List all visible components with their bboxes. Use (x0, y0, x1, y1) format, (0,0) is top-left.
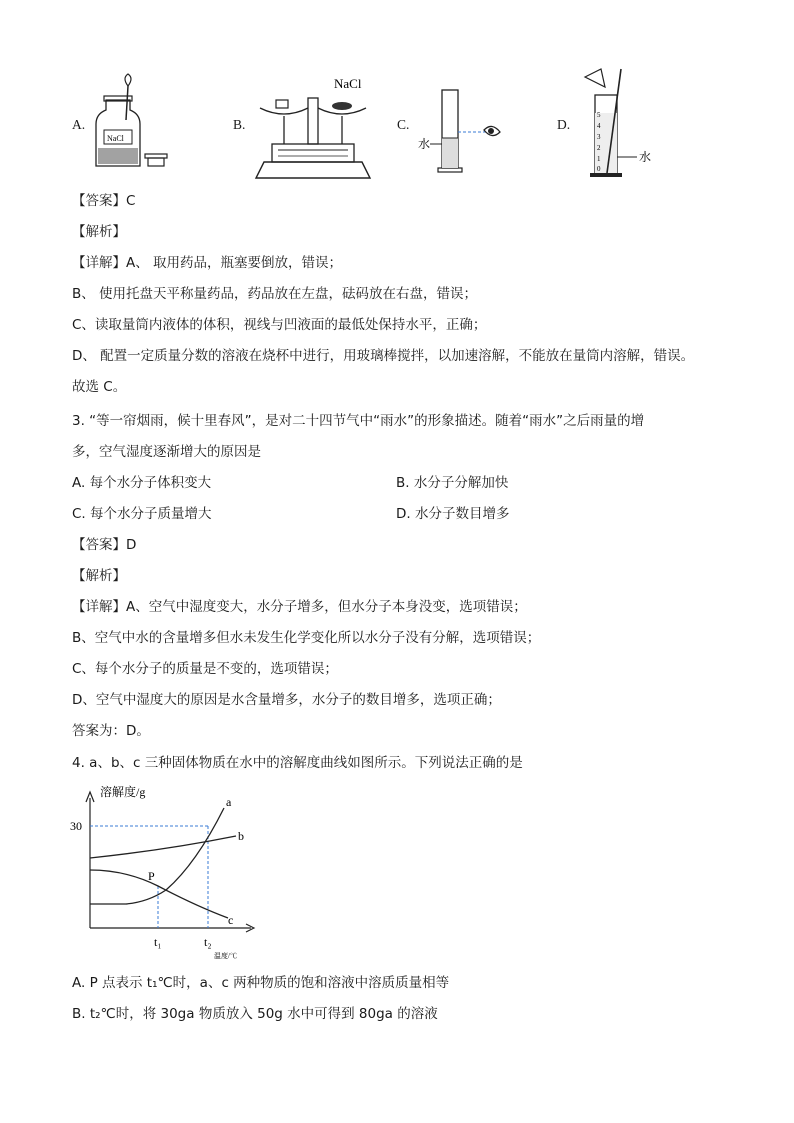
q3-analysis-heading: 【解析】 (72, 568, 126, 584)
q2-analysis-heading: 【解析】 (72, 224, 126, 240)
q2-detail-d: D、 配置一定质量分数的溶液在烧杯中进行，用玻璃棒搅拌，以加速溶解，不能放在量筒内溶解，错误。 (72, 348, 695, 364)
cylinder-water-label: 水 (418, 137, 431, 151)
q3-detail-b: B、空气中水的含量增多但水未发生化学变化所以水分子没有分解，选项错误； (72, 630, 541, 646)
spoon-head (125, 74, 131, 86)
bottle-stopper (148, 158, 164, 166)
balance-nacl-text: NaCl (334, 76, 362, 91)
q3-stem-line2: 多，空气湿度逐渐增大的原因是 (72, 444, 261, 460)
scale-2: 2 (597, 144, 601, 152)
q3-option-a: A. 每个水分子体积变大 (72, 475, 212, 491)
y-tick-30: 30 (70, 819, 82, 833)
figure-label-c: C. (397, 117, 410, 132)
weight (276, 100, 288, 108)
scale-3: 3 (597, 133, 601, 141)
salt-pile (332, 102, 352, 110)
figure-label-d: D. (557, 117, 571, 132)
solubility-chart (66, 778, 266, 968)
q4-option-b: B. t₂℃时，将 30ga 物质放入 50g 水中可得到 80ga 的溶液 (72, 1006, 438, 1022)
figures-row (0, 60, 794, 185)
scale-0: 0 (597, 165, 601, 173)
figure-label-b: B. (233, 117, 246, 132)
curve-b (90, 836, 236, 858)
left-pan (260, 108, 308, 114)
reagent-bottle-figure (88, 70, 178, 185)
bottle-contents (98, 148, 138, 164)
q3-conclusion: 答案为：D。 (72, 723, 150, 739)
bottle-label-text: NaCl (107, 134, 124, 143)
figure-label-a: A. (72, 117, 86, 132)
curve-a-label: a (226, 795, 232, 809)
x-tick-t2: t₂ (204, 935, 212, 949)
spoon-handle (126, 86, 128, 120)
q3-detail-c: C、每个水分子的质量是不变的，选项错误； (72, 661, 338, 677)
q2-answer: 【答案】C (72, 193, 136, 209)
q2-conclusion: 故选 C。 (72, 379, 127, 395)
q3-answer: 【答案】D (72, 537, 137, 553)
q4-stem: 4. a、b、c 三种固体物质在水中的溶解度曲线如图所示。下列说法正确的是 (72, 755, 523, 771)
curve-c-label: c (228, 913, 234, 927)
scale-4: 4 (597, 122, 601, 130)
x-tick-t1: t₁ (154, 935, 162, 949)
q2-detail-b: B、 使用托盘天平称量药品，药品放在左盘，砝码放在右盘，错误； (72, 286, 478, 302)
q4-option-a: A. P 点表示 t₁℃时，a、c 两种物质的饱和溶液中溶质质量相等 (72, 975, 450, 991)
cylinder-d-water-label: 水 (639, 150, 652, 164)
balance-base (256, 162, 370, 178)
scale-1: 1 (597, 155, 601, 163)
q2-detail-a: 【详解】A、 取用药品，瓶塞要倒放，错误； (72, 255, 343, 271)
cylinder-dissolving-figure (575, 65, 675, 185)
q3-detail-a: 【详解】A、空气中湿度变大，水分子增多，但水分子本身没变，选项错误； (72, 599, 527, 615)
q3-option-b: B. 水分子分解加快 (396, 475, 509, 491)
scale-5: 5 (597, 111, 601, 119)
point-p-label: P (148, 869, 155, 883)
cylinder-reading-figure (412, 70, 512, 185)
q2-detail-c: C、读取量筒内液体的体积，视线与凹液面的最低处保持水平，正确； (72, 317, 487, 333)
paper-funnel (585, 69, 605, 87)
q3-stem-line1: 3. “等一帘烟雨，候十里春风”，是对二十四节气中“雨水”的形象描述。随着“雨水”之后雨量的增 (72, 413, 645, 429)
balance-figure (250, 70, 380, 185)
q3-option-d: D. 水分子数目增多 (396, 506, 510, 522)
y-axis-label: 溶解度/g (100, 785, 146, 799)
q3-option-c: C. 每个水分子质量增大 (72, 506, 212, 522)
q3-detail-d: D、空气中湿度大的原因是水含量增多，水分子的数目增多，选项正确； (72, 692, 501, 708)
x-axis-label: 温度/℃ (214, 952, 237, 960)
curve-b-label: b (238, 829, 244, 843)
